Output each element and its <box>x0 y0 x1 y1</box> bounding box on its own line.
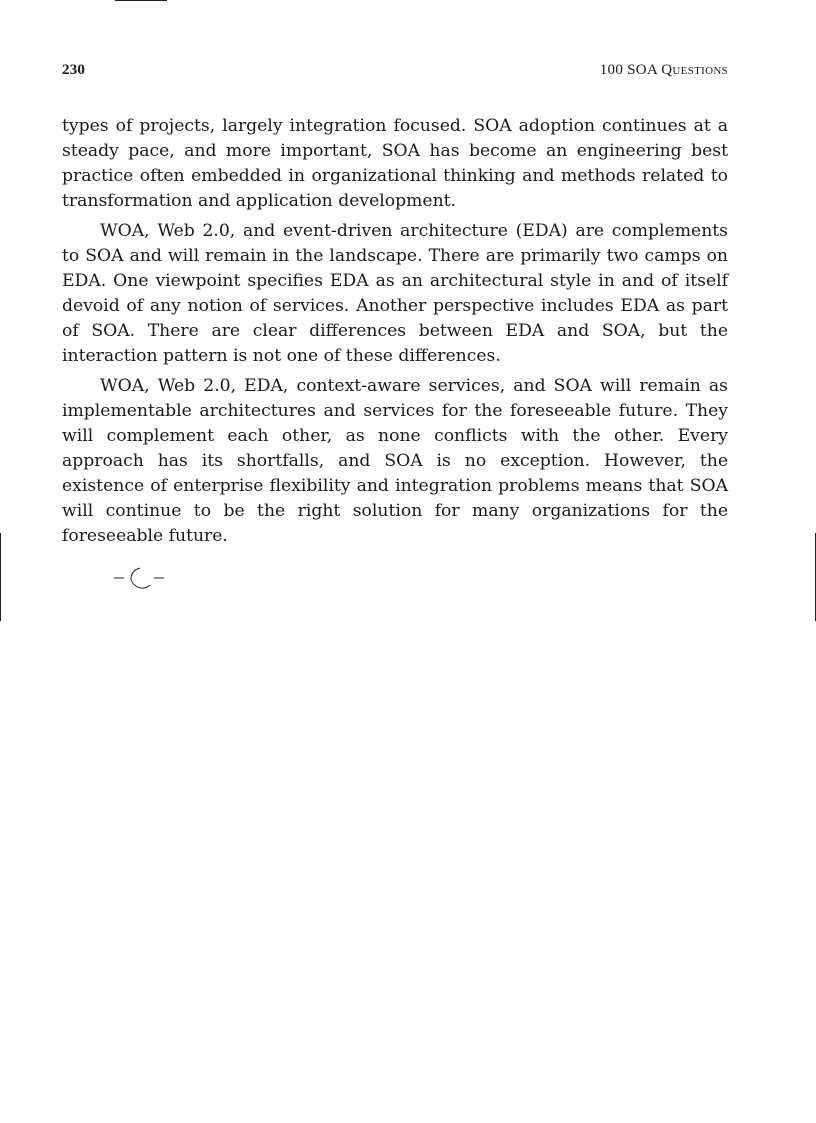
paragraph-2: WOA, Web 2.0, and event-driven architecture (EDA) are complements to SOA and will remain in the landscape. There are primarily two camps on EDA. One viewpoint specifies EDA as an architectural style in and of itself devoid of any notion of services. Another perspective includes EDA as part of SOA. There are clear differences between EDA and SOA, but the interaction pattern is not one of these differences. <box>62 221 728 366</box>
page-header <box>62 62 728 82</box>
paragraph-1: types of projects, largely integration focused. SOA adoption continues at a steady pace, and more important, SOA has become an engineering best practice often embedded in organizational thinking and methods related to transformation and application development. <box>62 116 728 211</box>
running-head: 100 SOA Questions <box>599 62 728 78</box>
crop-mark-left <box>0 533 1 621</box>
body-text <box>62 114 728 554</box>
crop-mark-top <box>115 0 167 1</box>
paragraph-3: WOA, Web 2.0, EDA, context-aware services, and SOA will remain as implementable architectures and services for the foreseeable future. They will complement each other, as none conflicts with the other. Every approach has its shortfalls, and SOA is no exception. However, the existence of enterprise flexibility and integration problems means that SOA will continue to be the right solution for many organizations for the foreseeable future. <box>62 376 728 546</box>
page-number: 230 <box>62 62 86 78</box>
section-end-ornament <box>114 567 168 591</box>
